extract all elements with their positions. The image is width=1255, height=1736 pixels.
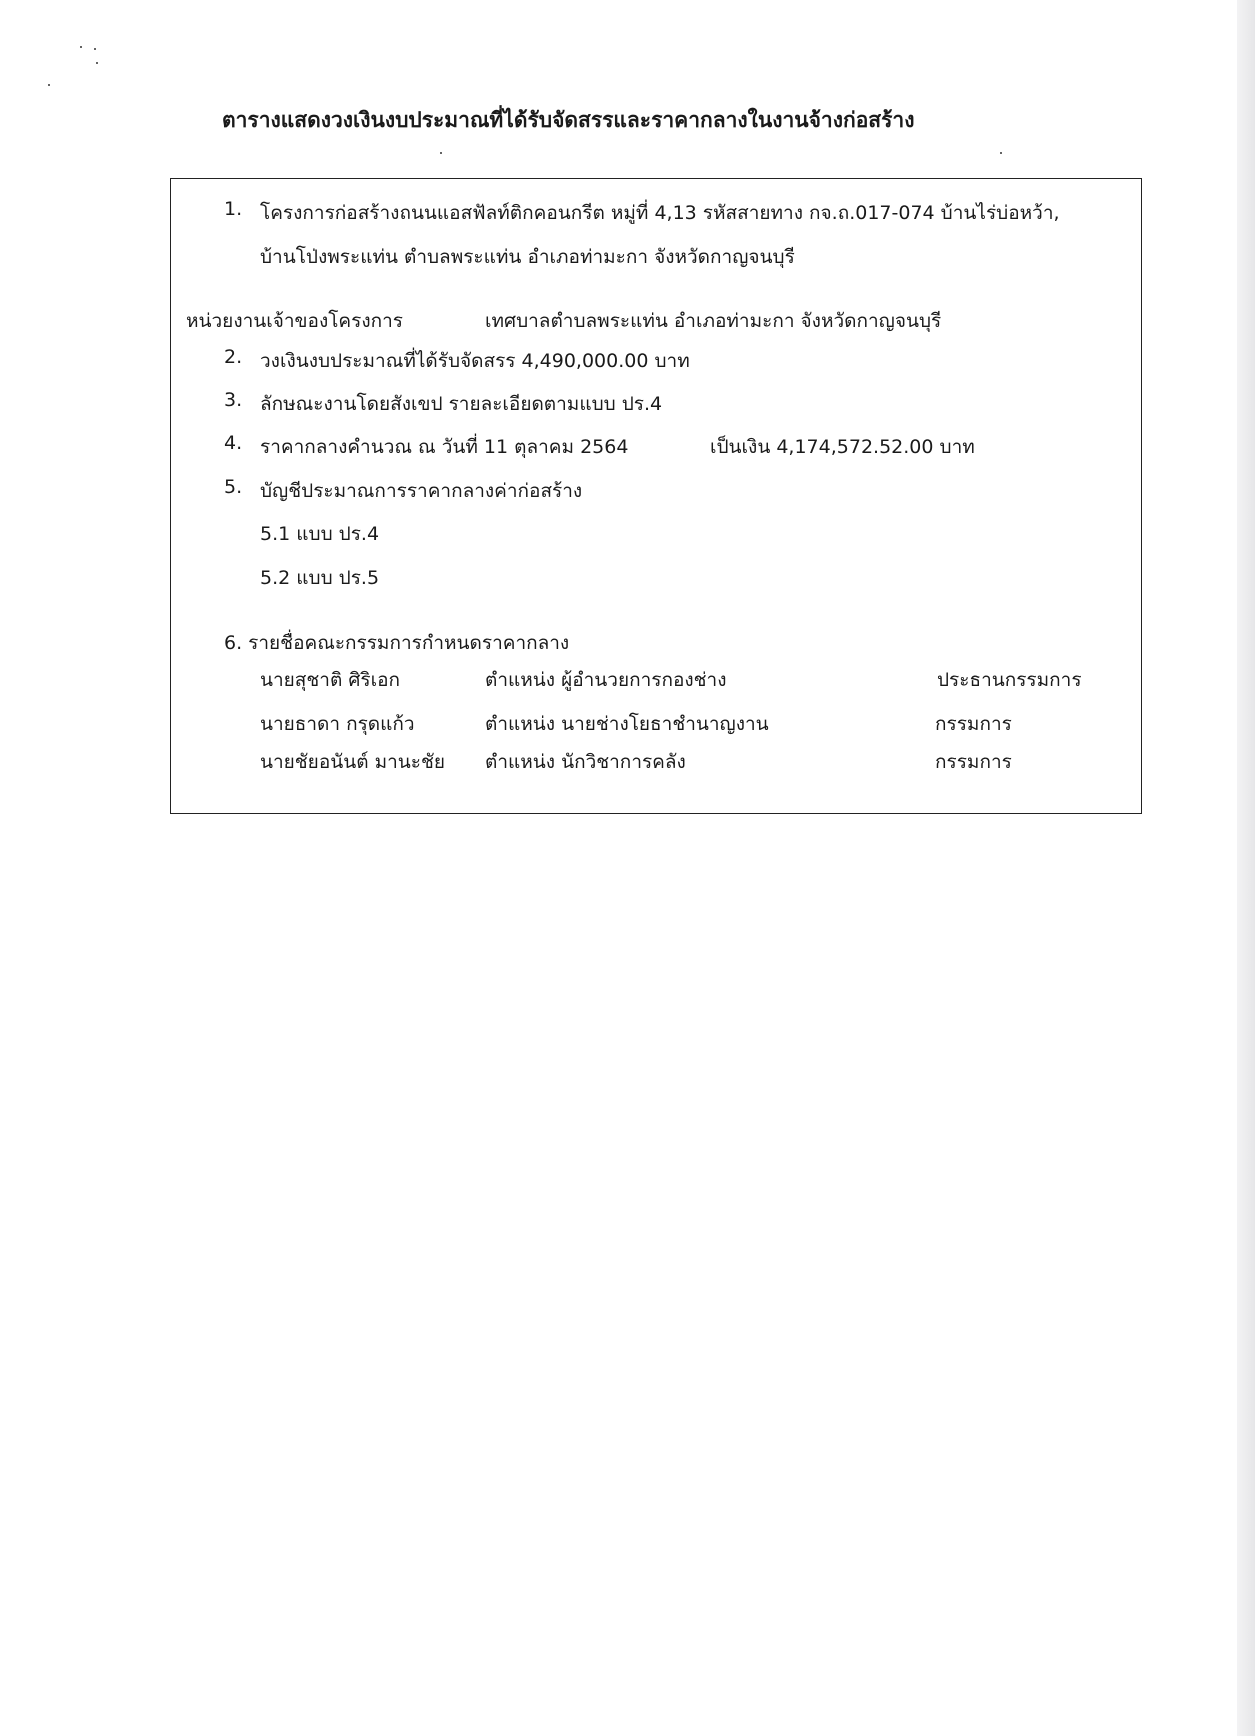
item-2-number: 2.	[224, 346, 243, 368]
scan-speck	[1000, 152, 1002, 154]
member-3-name: นายชัยอนันต์ มานะชัย	[260, 751, 445, 773]
item-5-text: บัญชีประมาณการราคากลางค่าก่อสร้าง	[260, 480, 583, 502]
member-1-role: ประธานกรรมการ	[937, 669, 1082, 691]
item-5-sub-2: 5.2 แบบ ปร.5	[260, 567, 380, 589]
item-1-line-1: โครงการก่อสร้างถนนแอสฟัลท์ติกคอนกรีต หมู่ที่ 4,13 รหัสสายทาง กจ.ถ.017-074 บ้านไร่บ่อหว้า,	[260, 202, 1060, 224]
member-2-position: ตำแหน่ง นายช่างโยธาชำนาญงาน	[485, 713, 769, 735]
member-3-role: กรรมการ	[935, 751, 1012, 773]
member-3-position: ตำแหน่ง นักวิชาการคลัง	[485, 751, 686, 773]
scan-speck	[80, 46, 82, 48]
scan-speck	[48, 84, 50, 86]
item-1-number: 1.	[224, 198, 243, 220]
member-2-name: นายธาดา กรุดแก้ว	[260, 713, 415, 735]
member-1-position: ตำแหน่ง ผู้อำนวยการกองช่าง	[485, 669, 727, 691]
scan-speck	[96, 62, 98, 64]
item-4-text: ราคากลางคำนวณ ณ วันที่ 11 ตุลาคม 2564	[260, 436, 629, 458]
item-5-number: 5.	[224, 476, 243, 498]
item-2-text: วงเงินงบประมาณที่ได้รับจัดสรร 4,490,000.00 บาท	[260, 350, 690, 372]
member-2-role: กรรมการ	[935, 713, 1012, 735]
agency-value: เทศบาลตำบลพระแท่น อำเภอท่ามะกา จังหวัดกาญจนบุรี	[485, 310, 942, 332]
scan-speck	[440, 152, 442, 154]
item-4-amount: เป็นเงิน 4,174,572.52.00 บาท	[710, 436, 975, 458]
page-edge-shadow	[1237, 0, 1255, 1736]
item-3-text: ลักษณะงานโดยสังเขป รายละเอียดตามแบบ ปร.4	[260, 393, 663, 415]
member-1-name: นายสุชาติ ศิริเอก	[260, 669, 401, 691]
item-4-number: 4.	[224, 432, 243, 454]
scan-speck	[94, 48, 96, 50]
item-6-heading: 6. รายชื่อคณะกรรมการกำหนดราคากลาง	[224, 632, 570, 654]
document-title: ตารางแสดงวงเงินงบประมาณที่ได้รับจัดสรรและราคากลางในงานจ้างก่อสร้าง	[222, 108, 915, 132]
item-5-sub-1: 5.1 แบบ ปร.4	[260, 523, 380, 545]
item-3-number: 3.	[224, 389, 243, 411]
agency-label: หน่วยงานเจ้าของโครงการ	[186, 310, 403, 332]
item-1-line-2: บ้านโป่งพระแท่น ตำบลพระแท่น อำเภอท่ามะกา จังหวัดกาญจนบุรี	[260, 246, 795, 268]
